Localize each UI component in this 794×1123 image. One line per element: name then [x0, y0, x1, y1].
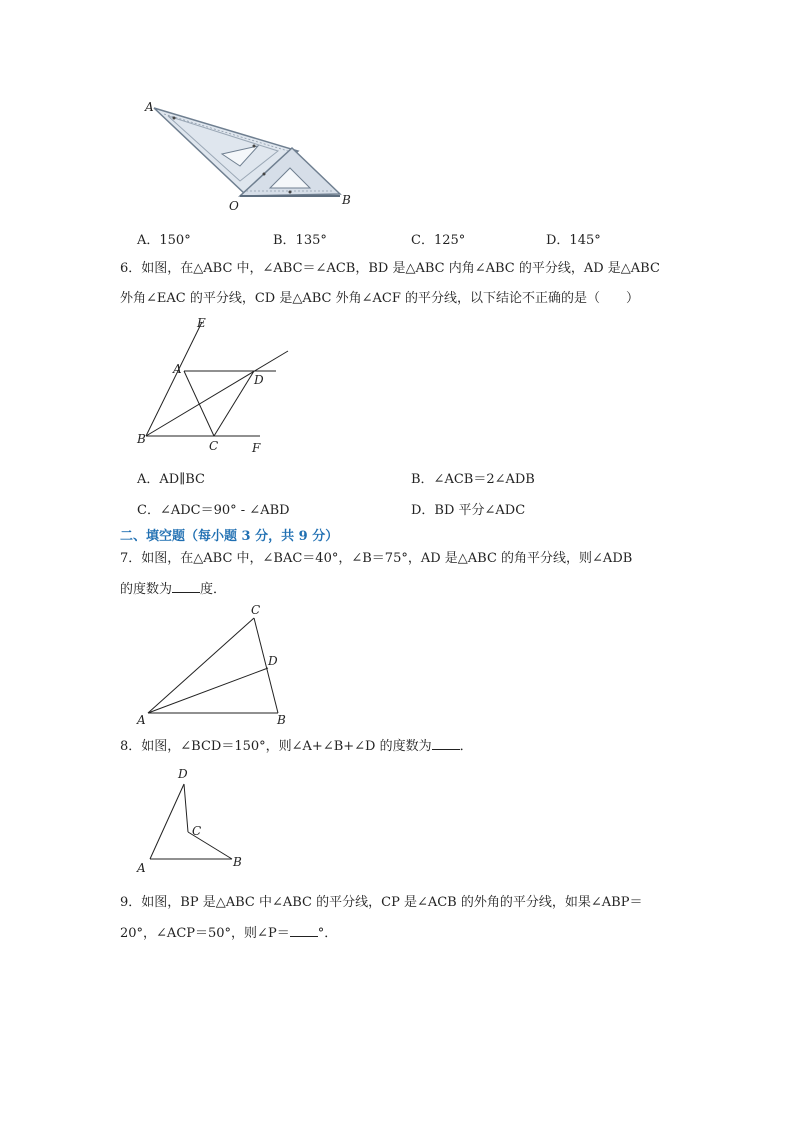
q8-stem-line1 [120, 737, 473, 756]
q7-answer-blank[interactable] [172, 580, 200, 593]
q5-set-squares-figure [140, 96, 370, 216]
q5-label-a: A [145, 100, 154, 114]
q6-figure [140, 316, 300, 456]
q9-stem-suffix: °． [317, 926, 338, 941]
q7-label-d: D [268, 654, 278, 668]
q8-stem-suffix: ． [459, 739, 473, 754]
q7-label-a: A [137, 713, 146, 727]
q9-answer-blank[interactable] [290, 924, 318, 937]
q7-stem-line2 [120, 580, 226, 599]
q7-stem-prefix: 的度数为 [120, 582, 173, 597]
section-fill-in-title: 二、填空题（每小题 3 分，共 9 分） [120, 529, 339, 544]
q6-label-e: E [197, 316, 206, 330]
q5-label-o: O [229, 199, 239, 213]
q5-option-d[interactable]: D．145° [546, 233, 601, 248]
q6-label-c: C [209, 439, 219, 453]
q5-option-a[interactable]: A．150° [137, 233, 191, 248]
q6-option-d[interactable]: D．BD 平分∠ADC [411, 503, 526, 518]
q8-label-b: B [233, 855, 242, 869]
q5-label-b: B [342, 193, 351, 207]
q8-stem-prefix: 8．如图，∠BCD＝150°，则∠A+∠B+∠D 的度数为 [120, 739, 432, 754]
q6-label-d: D [254, 373, 264, 387]
q6-label-a: A [173, 362, 182, 376]
q6-option-b[interactable]: B．∠ACB＝2∠ADB [411, 472, 535, 487]
q9-stem-line1: 9．如图，BP 是△ABC 中∠ABC 的平分线，CP 是∠ACB 的外角的平分线，如果∠ABP＝ [120, 895, 643, 910]
q5-option-b[interactable]: B．135° [273, 233, 327, 248]
q7-label-c: C [251, 603, 261, 617]
q8-quadrilateral-figure [140, 776, 250, 866]
q6-label-f: F [252, 441, 261, 455]
q8-label-c: C [192, 824, 202, 838]
q8-label-d: D [178, 767, 188, 781]
q7-stem-suffix: 度． [200, 582, 227, 597]
q8-answer-blank[interactable] [432, 737, 460, 750]
q6-option-c[interactable]: C．∠ADC＝90° - ∠ABD [137, 503, 290, 518]
q7-stem-line1: 7．如图，在△ABC 中，∠BAC＝40°，∠B＝75°，AD 是△ABC 的角平分线，则∠ADB [120, 551, 633, 566]
q6-option-a[interactable]: A．AD∥BC [137, 472, 205, 487]
q9-stem-line2 [120, 924, 337, 943]
q6-label-b: B [137, 432, 146, 446]
q8-label-a: A [137, 861, 146, 875]
q5-option-c[interactable]: C．125° [411, 233, 466, 248]
q7-label-b: B [277, 713, 286, 727]
q6-stem-line1: 6．如图，在△ABC 中，∠ABC＝∠ACB，BD 是△ABC 内角∠ABC 的平分线，AD 是△ABC [120, 261, 660, 276]
q6-stem-line2: 外角∠EAC 的平分线，CD 是△ABC 外角∠ACF 的平分线，以下结论不正确的是（ ） [120, 291, 639, 306]
q9-stem-prefix: 20°，∠ACP＝50°，则∠P＝ [120, 926, 290, 941]
